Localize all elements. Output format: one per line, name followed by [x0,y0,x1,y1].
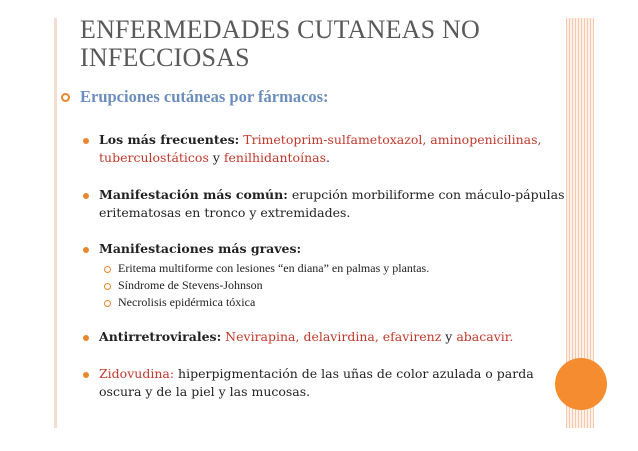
list-item-antirretrovirales [99,328,574,346]
item-text: hiperpigmentación de las uñas de color azulada o parda oscura y de la piel y las mucosas. [99,366,534,399]
item-label: Manifestaciones más graves: [99,241,302,256]
item-label: Zidovudina: [99,366,175,381]
list-item-zidovudina [99,365,574,401]
item-highlight: Trimetoprim-sulfametoxazol, aminopenicilinas, tuberculostáticos [99,132,542,165]
item-tail: . [326,150,330,165]
bullet-dot-icon [83,372,89,378]
bullet-dot-icon [83,138,89,144]
item-highlight: abacavir. [456,329,514,344]
item-text: erupción morbiliforme con máculo-pápulas eritematosas en tronco y extremidades. [99,187,565,220]
list-item-frecuentes [99,131,574,167]
slide-title: ENFERMEDADES CUTANEAS NO INFECCIOSAS [80,15,480,72]
item-highlight: fenilhidantoínas [223,150,326,165]
list-item-graves [99,240,574,258]
sub-list-item: Síndrome de Stevens-Johnson [118,278,263,292]
sub-list-item: Necrolisis epidérmica tóxica [118,295,256,309]
left-decorative-rule [54,18,57,428]
item-highlight: Nevirapina, delavirdina, efavirenz [225,329,442,344]
bullet-dot-icon [83,335,89,341]
sub-list-item: Eritema multiforme con lesiones “en diana” en palmas y plantas. [118,261,430,275]
list-item-manifestacion [99,186,574,222]
bullet-ring-icon [104,283,111,290]
bullet-ring-icon [104,300,111,307]
bullet-dot-icon [83,193,89,199]
bullet-dot-icon [83,247,89,253]
bullet-ring-icon [104,266,111,273]
item-label: Los más frecuentes: [99,132,240,147]
item-joiner: y [208,150,224,165]
item-joiner: y [441,329,457,344]
section-heading: Erupciones cutáneas por fármacos: [80,87,329,106]
item-label: Manifestación más común: [99,187,288,202]
item-label: Antirretrovirales: [99,329,222,344]
bullet-ring-icon [61,93,70,102]
